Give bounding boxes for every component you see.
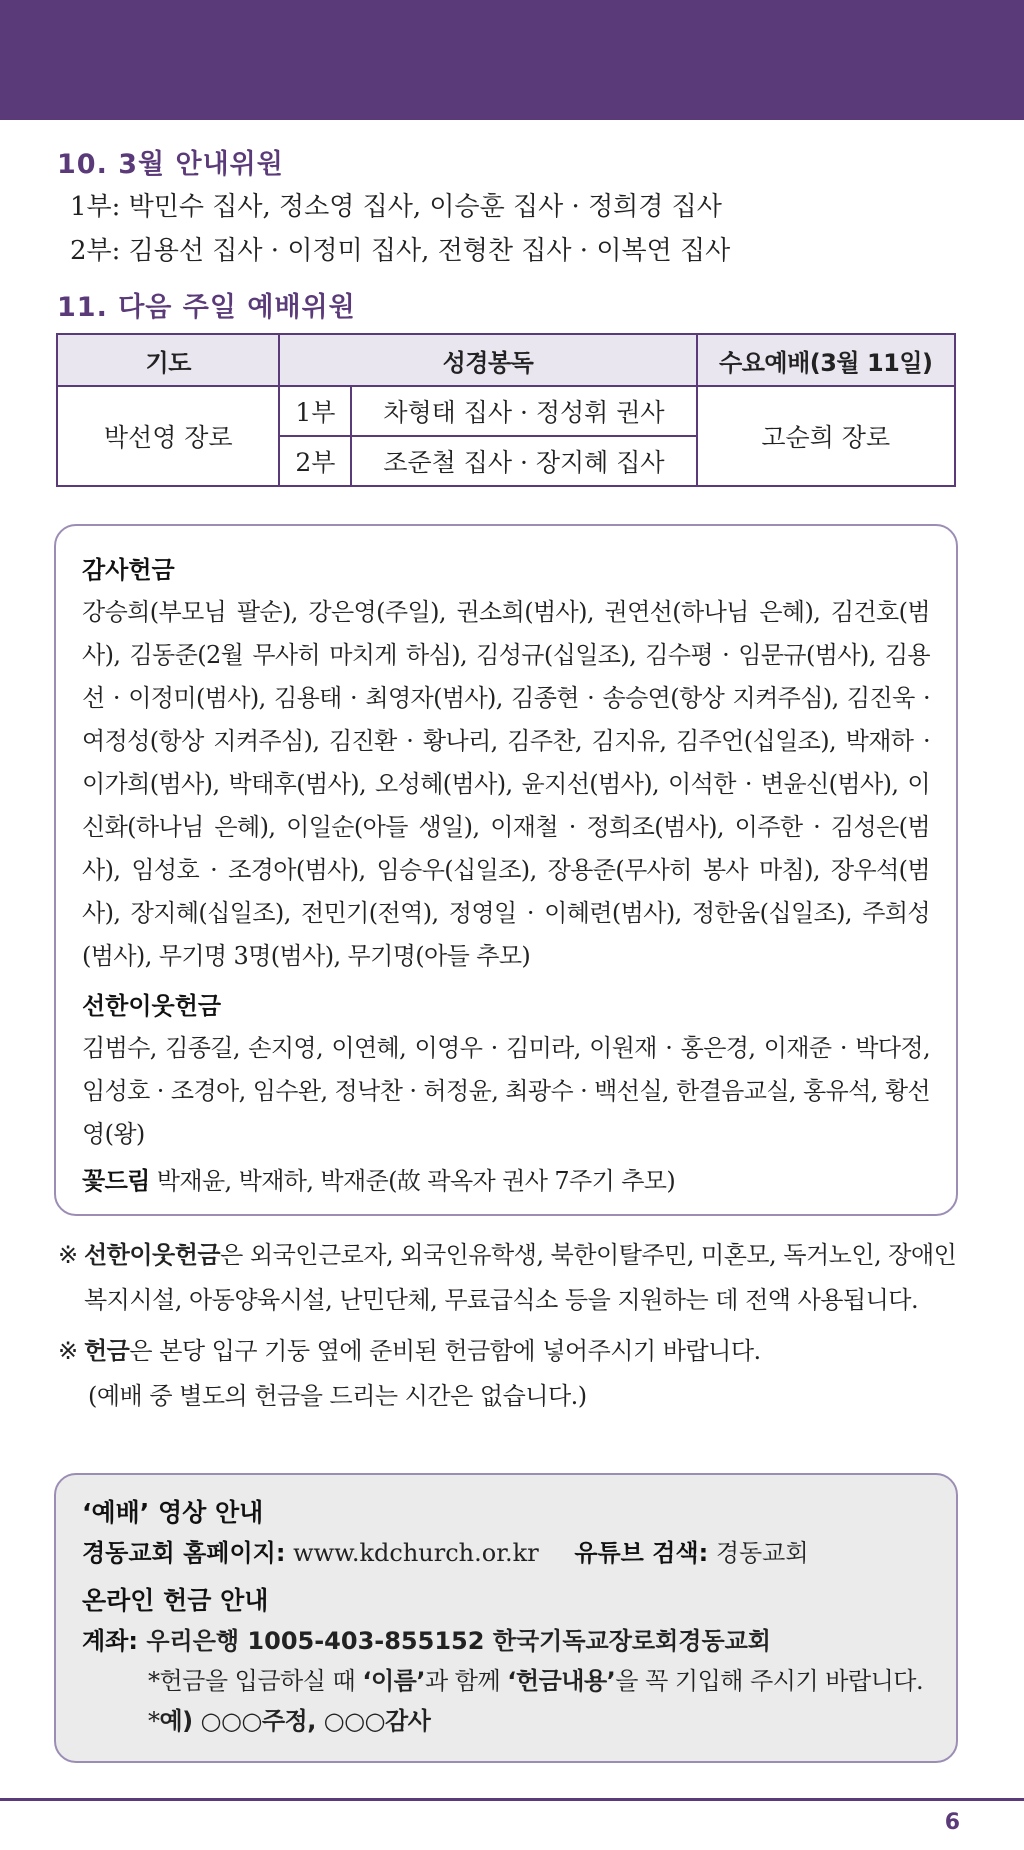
part-cell: 1부 [279, 386, 351, 436]
header-band [0, 0, 1024, 120]
table-row [57, 386, 955, 436]
flower-list: 박재윤, 박재하, 박재준(故 곽옥자 권사 7주기 추모) [149, 1167, 676, 1195]
reader-cell: 차형태 집사 · 정성휘 권사 [351, 386, 696, 436]
note-offering-box [58, 1329, 761, 1419]
note1-bold: 선한이웃헌금 [84, 1241, 221, 1269]
youtube-value: 경동교회 [708, 1539, 809, 1567]
account-value: 우리은행 1005-403-855152 한국기독교장로회경동교회 [137, 1627, 771, 1655]
deposit-guide [82, 1661, 930, 1701]
part-cell: 2부 [279, 436, 351, 486]
video-guide-title: ‘예배’ 영상 안내 [82, 1498, 264, 1527]
prayer-cell: 박선영 장로 [57, 386, 279, 486]
example-bold: 예) ○○○주정, ○○○감사 [159, 1707, 431, 1735]
online-offering-title: 온라인 헌금 안내 [82, 1586, 269, 1615]
account-label: 계좌: [82, 1627, 138, 1655]
neighbor-offering-title: 선한이웃헌금 [82, 992, 222, 1020]
note1-continuation: 복지시설, 아동양육시설, 난민단체, 무료급식소 등을 지원하는 데 전액 사용됩니다. [84, 1286, 919, 1314]
table-header-row [57, 334, 955, 386]
note-mark: ※ [58, 1241, 78, 1269]
header-wednesday: 수요예배(3월 11일) [697, 334, 955, 386]
wednesday-cell: 고순희 장로 [697, 386, 955, 486]
offering-box [54, 524, 958, 1216]
footer-rule [0, 1798, 1024, 1801]
header-scripture: 성경봉독 [279, 334, 696, 386]
guide-pre: *헌금을 입금하실 때 [148, 1667, 363, 1695]
note2-text: 은 본당 입구 기둥 옆에 준비된 헌금함에 넣어주시기 바랍니다. [129, 1337, 761, 1365]
reader-cell: 조준철 집사 · 장지혜 집사 [351, 436, 696, 486]
usher-part2: 2부: 김용선 집사 · 이정미 집사, 전형찬 집사 · 이복연 집사 [70, 236, 731, 266]
note2-continuation: (예배 중 별도의 헌금을 드리는 시간은 없습니다.) [88, 1382, 587, 1410]
example-pre: * [148, 1707, 160, 1735]
note-mark: ※ [58, 1337, 78, 1365]
thanks-offering-list: 강승희(부모님 팔순), 강은영(주일), 권소희(범사), 권연선(하나님 은혜), 김건호(범사), 김동준(2월 무사히 마치게 하심), 김성규(십일조), 김수평 · 임문규(범사), 김용선 · 이정미(범사), 김용태 · 최영자(범사), 김종현 · 송승연(항상 지켜주심), 김진욱 · 여정성(항상 지켜주심), 김진환 · 황나리, 김주찬, 김지유, 김주언(십일조), 박재하 · 이가희(범사), 박태후(범사), 오성혜(범사), 윤지선(범사), 이석한 · 변윤신(범사), 이신화(하나님 은혜), 이일순(아들 생일), 이재철 · 정희조(범사), 이주한 · 김성은(범사), 임성호 · 조경아(범사), 임승우(십일조), 장용준(무사히 봉사 마침), 장우석(범사), 장지혜(십일조), 전민기(전역), 정영일 · 이혜련(범사), 정한움(십일조), 주희성(범사), 무기명 3명(범사), 무기명(아들 추모) [82, 598, 930, 970]
neighbor-offering-list: 김범수, 김종길, 손지영, 이연혜, 이영우 · 김미라, 이원재 · 홍은경, 이재준 · 박다정, 임성호 · 조경아, 임수완, 정낙찬 · 허정윤, 최광수 · 백선실, 한결음교실, 홍유석, 황선영(왕) [82, 1034, 930, 1148]
note2-bold: 헌금 [84, 1337, 130, 1365]
account-line [82, 1621, 930, 1661]
info-box [54, 1473, 958, 1763]
guide-mid: 과 함께 [424, 1667, 508, 1695]
guide-post: 을 꼭 기입해 주시기 바랍니다. [615, 1667, 924, 1695]
guide-name: ‘이름’ [362, 1667, 425, 1695]
youtube-label: 유튜브 검색: [574, 1539, 709, 1567]
worship-committee-table [56, 333, 956, 487]
header-prayer: 기도 [57, 334, 279, 386]
note-neighbor-offering [58, 1233, 956, 1323]
note1-text: 은 외국인근로자, 외국인유학생, 북한이탈주민, 미혼모, 독거노인, 장애인 [220, 1241, 957, 1269]
guide-content: ‘헌금내용’ [507, 1667, 616, 1695]
deposit-example [82, 1701, 930, 1741]
homepage-url: www.kdchurch.or.kr [285, 1539, 539, 1567]
thanks-offering-title: 감사헌금 [82, 556, 175, 584]
homepage-label: 경동교회 홈페이지: [82, 1539, 286, 1567]
usher-part1: 1부: 박민수 집사, 정소영 집사, 이승훈 집사 · 정희경 집사 [70, 192, 722, 222]
flower-label: 꽃드림 [82, 1167, 150, 1195]
section-11-title: 11. 다음 주일 예배위원 [57, 292, 356, 323]
homepage-line [82, 1533, 930, 1573]
flower-offering [82, 1160, 930, 1203]
section-10-title: 10. 3월 안내위원 [57, 149, 284, 180]
page-number: 6 [944, 1810, 960, 1835]
